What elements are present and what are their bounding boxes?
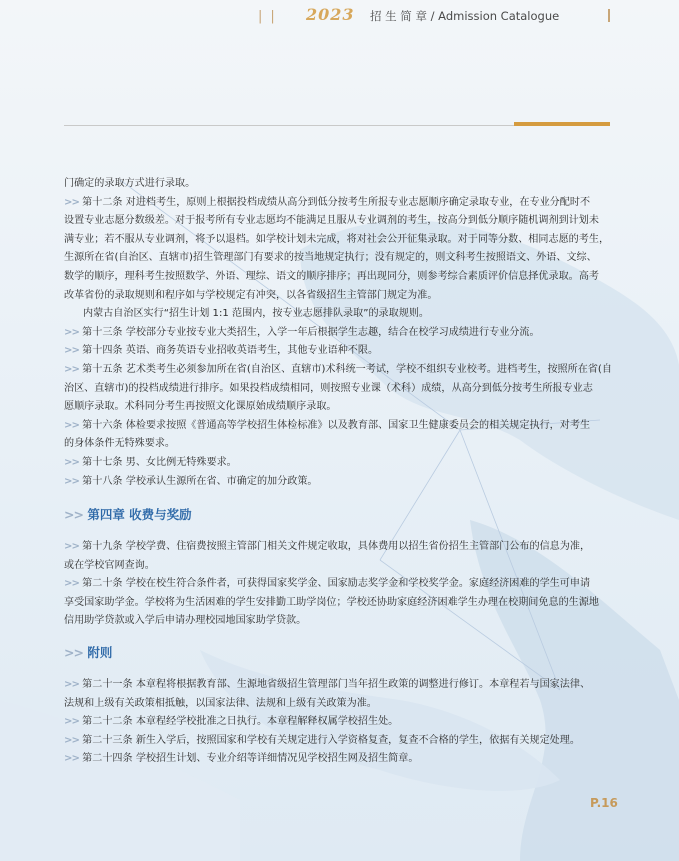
paragraph: 门确定的录取方式进行录取。 <box>64 178 196 189</box>
double-chevron-icon: >> <box>64 541 79 552</box>
double-chevron-icon: >> <box>64 456 79 468</box>
header-year: 2023 <box>306 5 355 24</box>
inner-mongolia-rule: 内蒙古自治区实行“招生计划 1:1 范围内，按专业志愿排队录取”的录取规则。 <box>83 308 430 320</box>
double-chevron-icon: >> <box>64 475 79 487</box>
double-chevron-icon: >> <box>64 345 79 357</box>
article-17: >> 第十七条 男、女比例无特殊要求。 <box>64 456 237 468</box>
text-block-appendix: >> 第二十一条 本章程将根据教育部、生源地省级招生管理部门当年招生政策的调整进行修订。本章程若与国家法律、 法规和上级有关政策相抵触，以国家法律、法规和上级有关政策为准。 >> 第二十二条 本章程经学校批准之日执行。本章程解释权属学校招生处。 >> 第二十三条 新生入学后，按照国家和学校有关规定进行入学资格复查，复查不合格的学生，依据有关规定处理。 >> 第二十四条 学校招生计划、专业介绍等详细情况见学校招生网及招生简章。 <box>64 676 616 769</box>
header-title: 招 生 简 章 / Admission Catalogue <box>370 9 560 23</box>
double-chevron-icon: >> <box>64 753 79 765</box>
text-block-admission-rules: 门确定的录取方式进行录取。 >> 第十二条 对进档考生，原则上根据投档成绩从高分到低分按考生所报专业志愿顺序确定录取专业，在专业分配时不 设置专业志愿分数级差。对于报考所有专业志愿均不能满足且服从专业调剂的考生，按高分到低分顺序随机调剂到计划未 满专业；若不服从专业调剂，将予以退档。如学校计划未完成，将对社会公开征集录取。对于同等分数、相同志愿的考生， 生源所在省(自治区、直辖市)招生管理部门有要求的按当地规定执行；没有规定的，则文科考生按照语文、外语、文综、 数学的顺序，理科考生按照数学、外语、理综、语文的顺序排序；再出现同分，则参考综合素质评价信息择优录取。高考 改革省份的录取规则和程序如与学校规定有冲突，以各省级招生主管部门规定为准。 内蒙古自治区实行“招生计划 1:1 范围内，按专业志愿排队录取”的录取规则。 >> 第十三条 学校部分专业按专业大类招生，入学一年后根据学生志趣，结合在校学习成绩进行专业分流。 >> 第十四条 英语、商务英语专业招收英语考生，其他专业语种不限。 >> 第十五条 艺术类考生必须参加所在省(自治区、直辖市)术科统一考试，学校不组织专业校考。进档考生，按照所在省(自 治区、直辖市)的投档成绩进行排序。如果投档成绩相同，则按照专业课（术科）成绩，从高分到低分按考生所报专业志 愿顺序录取。术科同分考生再按照文化课原始成绩顺序录取。 >> 第十六条 体检要求按照《普通高等学校招生体检标准》以及教育部、国家卫生健康委员会的相关规定执行，对考生 的身体条件无特殊要求。 >> 第十七条 男、女比例无特殊要求。 >> 第十八条 学校承认生源所在省、市确定的加分政策。 <box>64 175 616 491</box>
header-divider-right <box>608 9 610 22</box>
article-24: >> 第二十四条 学校招生计划、专业介绍等详细情况见学校招生网及招生简章。 <box>64 753 419 765</box>
double-chevron-icon: >> <box>64 363 79 375</box>
section-heading-appendix: >> 附则 <box>64 645 113 660</box>
double-chevron-icon: >> <box>64 716 79 728</box>
header-accent-rule <box>514 122 610 126</box>
article-22: >> 第二十二条 本章程经学校批准之日执行。本章程解释权属学校招生处。 <box>64 716 399 728</box>
article-20: >> 第二十条 学校在校生符合条件者，可获得国家奖学金、国家励志奖学金和学校奖学金。家庭经济困难的学生可申请 <box>64 578 591 590</box>
article-15: >> 第十五条 艺术类考生必须参加所在省(自治区、直辖市)术科统一考试，学校不组织专业校考。进档考生，按照所在省(自 <box>64 363 612 375</box>
double-chevron-icon: >> <box>64 645 83 660</box>
double-chevron-icon: >> <box>64 507 83 522</box>
article-12: >> 第十二条 对进档考生，原则上根据投档成绩从高分到低分按考生所报专业志愿顺序确定录取专业，在专业分配时不 <box>64 196 591 208</box>
article-18: >> 第十八条 学校承认生源所在省、市确定的加分政策。 <box>64 475 318 487</box>
article-19: >> 第十九条 学校学费、住宿费按照主管部门相关文件规定收取，具体费用以招生省份招生主管部门公布的信息为准， <box>64 541 591 552</box>
double-chevron-icon: >> <box>64 196 79 208</box>
double-chevron-icon: >> <box>64 578 79 590</box>
double-chevron-icon: >> <box>64 419 79 431</box>
article-16: >> 第十六条 体检要求按照《普通高等学校招生体检标准》以及教育部、国家卫生健康委员会的相关规定执行，对考生 <box>64 419 591 431</box>
text-block-fees: >> 第十九条 学校学费、住宿费按照主管部门相关文件规定收取，具体费用以招生省份招生主管部门公布的信息为准， 或在学校官网查询。 >> 第二十条 学校在校生符合条件者，可获得国家奖学金、国家励志奖学金和学校奖学金。家庭经济困难的学生可申请 享受国家助学金。学校将为生活困难的学生安排勤工助学岗位；学校还协助家庭经济困难学生办理在校期间免息的生源地 信用助学贷款或入学后申请办理校园地国家助学贷款。 <box>64 538 616 631</box>
double-chevron-icon: >> <box>64 734 79 746</box>
page-header <box>0 0 679 32</box>
header-divider-bars: || <box>258 9 283 24</box>
page-number: P.16 <box>590 796 618 810</box>
section-heading-chapter-4: >> 第四章 收费与奖励 <box>64 507 192 522</box>
article-13: >> 第十三条 学校部分专业按专业大类招生，入学一年后根据学生志趣，结合在校学习成绩进行专业分流。 <box>64 326 540 338</box>
article-23: >> 第二十三条 新生入学后，按照国家和学校有关规定进行入学资格复查，复查不合格的学生，依据有关规定处理。 <box>64 734 580 746</box>
double-chevron-icon: >> <box>64 326 79 338</box>
double-chevron-icon: >> <box>64 679 79 690</box>
article-14: >> 第十四条 英语、商务英语专业招收英语考生，其他专业语种不限。 <box>64 345 379 357</box>
article-21: >> 第二十一条 本章程将根据教育部、生源地省级招生管理部门当年招生政策的调整进行修订。本章程若与国家法律、 <box>64 679 591 690</box>
